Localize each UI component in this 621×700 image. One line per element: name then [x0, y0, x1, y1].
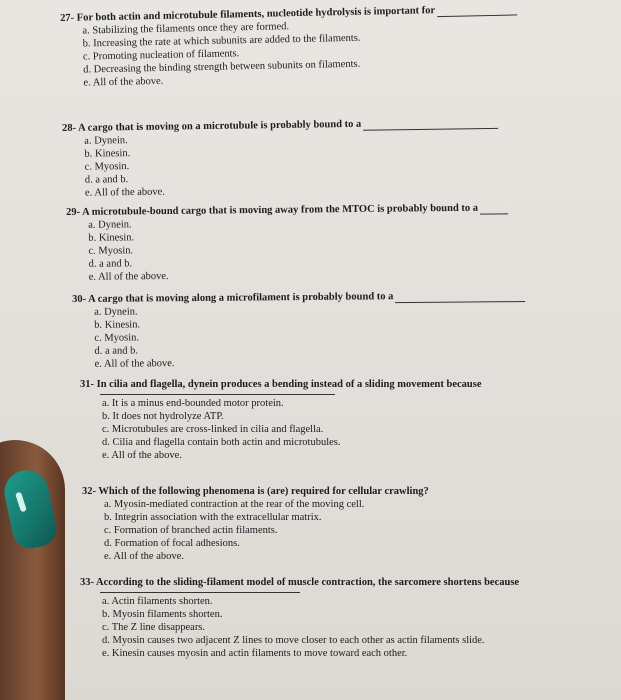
option: b. Kinesin. [94, 319, 141, 331]
option: c. Formation of branched actin filaments. [104, 525, 278, 536]
option: b. Increasing the rate at which subunits are added to the filaments. [82, 32, 361, 50]
option: e. All of the above. [94, 358, 175, 370]
question-text: 27- For both actin and microtubule filaments, nucleotide hydrolysis is important for [60, 5, 436, 24]
option: c. Myosin. [88, 245, 134, 257]
option: c. Microtubules are cross-linked in cilia and flagella. [102, 424, 324, 435]
question-text: 29- A microtubule-bound cargo that is moving away from the MTOC is probably bound to a [66, 202, 479, 218]
option: e. All of the above. [83, 75, 164, 89]
answer-blank [395, 291, 525, 303]
option: e. Kinesin causes myosin and actin filaments to move toward each other. [102, 648, 408, 659]
option: a. Dynein. [88, 219, 132, 231]
option: b. Integrin association with the extracellular matrix. [104, 512, 322, 523]
option: b. Myosin filaments shorten. [102, 609, 223, 620]
option: a. Dynein. [84, 135, 128, 147]
option: b. Kinesin. [88, 232, 135, 244]
question-stem: 31- In cilia and flagella, dynein produces a bending instead of a sliding movement because [80, 379, 482, 390]
option: c. The Z line disappears. [102, 622, 206, 633]
option: d. a and b. [84, 174, 129, 186]
answer-blank [437, 4, 517, 17]
question-29 [66, 201, 509, 284]
answer-blank [100, 591, 300, 593]
option: d. a and b. [88, 258, 133, 270]
option: a. Dynein. [94, 306, 138, 318]
question-31 [80, 378, 481, 462]
option: b. It does not hydrolyze ATP. [102, 411, 224, 422]
option: c. Promoting nucleation of filaments. [82, 48, 240, 63]
question-text: 30- A cargo that is moving along a microfilament is probably bound to a [72, 291, 394, 305]
option: a. Stabilizing the filaments once they are formed. [82, 21, 290, 37]
option: e. All of the above. [88, 270, 169, 283]
option: e. All of the above. [84, 186, 165, 199]
question-text: 28- A cargo that is moving on a microtubule is probably bound to a [62, 118, 362, 134]
question-30 [72, 289, 526, 371]
option: c. Myosin. [84, 161, 130, 173]
question-stem: 32- Which of the following phenomena is (are) required for cellular crawling? [82, 486, 429, 497]
option: d. Formation of focal adhesions. [104, 538, 240, 549]
question-33 [80, 576, 519, 660]
answer-blank [100, 393, 335, 395]
option: a. Actin filaments shorten. [102, 596, 213, 607]
option: d. a and b. [94, 345, 139, 357]
answer-blank [480, 203, 508, 214]
question-stem: 33- According to the sliding-filament model of muscle contraction, the sarcomere shortens because [80, 577, 520, 588]
option: c. Myosin. [94, 332, 140, 344]
question-32 [82, 485, 429, 563]
option: a. It is a minus end-bounded motor protein. [102, 398, 284, 409]
option: a. Myosin-mediated contraction at the rear of the moving cell. [104, 499, 365, 510]
option: e. All of the above. [102, 450, 182, 461]
option: d. Myosin causes two adjacent Z lines to move closer to each other as actin filaments slide. [102, 635, 485, 646]
question-28 [62, 116, 499, 200]
option: d. Cilia and flagella contain both actin and microtubules. [102, 437, 341, 448]
option: e. All of the above. [104, 551, 184, 562]
question-27 [60, 2, 519, 90]
option: d. Decreasing the binding strength between subunits on filaments. [83, 58, 361, 76]
option: b. Kinesin. [84, 148, 131, 160]
answer-blank [363, 118, 498, 131]
